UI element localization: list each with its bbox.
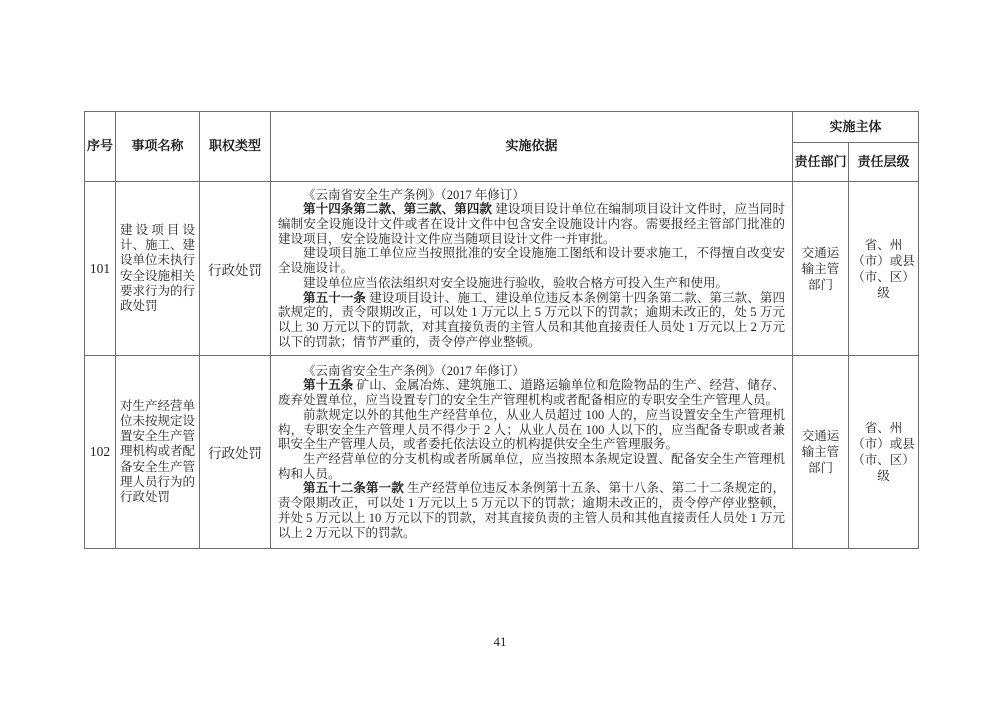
row-serial-number: 102 — [85, 356, 116, 549]
basis-paragraph — [278, 188, 785, 203]
row-responsible-department: 交通运输主管部门 — [793, 182, 849, 356]
row-authority-type: 行政处罚 — [200, 182, 271, 356]
article-ref: 第五十一条 — [303, 290, 367, 305]
row-authority-type: 行政处罚 — [200, 356, 271, 549]
header-responsibility-level: 责任层级 — [849, 143, 919, 182]
header-implementation-subject: 实施主体 — [793, 112, 919, 143]
basis-paragraph — [278, 276, 785, 291]
row-item-name: 对生产经营单位未按规定设置安全生产管理机构或者配备安全生产管理人员行为的行政处罚 — [116, 356, 200, 549]
article-ref: 第十五条 — [303, 378, 354, 393]
basis-paragraph — [278, 202, 785, 246]
row-implementation-basis — [271, 356, 793, 549]
basis-text: 建设单位应当依法组织对安全设施进行验收，验收合格方可投入生产和使用。 — [303, 275, 729, 290]
basis-text: 矿山、金属冶炼、建筑施工、道路运输单位和危险物品的生产、经营、储存、废弃处置单位，应当设置专门的安全生产管理机构或者配备相应的专职安全生产管理人员。 — [278, 378, 785, 408]
basis-paragraph — [278, 378, 785, 407]
header-authority-type: 职权类型 — [200, 112, 271, 182]
page-number: 41 — [493, 634, 507, 649]
article-ref: 第十四条第二款、第三款、第四款 — [303, 202, 493, 217]
basis-paragraph — [278, 481, 785, 540]
header-implementation-basis: 实施依据 — [271, 112, 793, 182]
header-serial-number: 序号 — [85, 112, 116, 182]
row-serial-number: 101 — [85, 182, 116, 356]
basis-text: 建设项目设计单位在编制项目设计文件时，应当同时编制安全设施设计文件或者在设计文件中包含安全设施设计内容。需要报经主管部门批准的建设项目，安全设施设计文件应当随项目设计文件一并审批。 — [278, 202, 785, 246]
basis-paragraph — [278, 291, 785, 350]
basis-paragraph — [278, 452, 785, 481]
row-item-name: 建设项目设计、施工、建设单位未执行安全设施相关要求行为的行政处罚 — [116, 182, 200, 356]
basis-text: 生产经营单位违反本条例第十五条、第十八条、第二十二条规定的，责令限期改正，可以处 1 万元以上 5 万元以下的罚款；逾期未改正的，责令停产停业整顿，并处 5 万元以上 10 万元以下的罚款，对其直接负责的主管人员和其他直接责任人员处 1 万元以上 2 万元以下的罚款。 — [278, 481, 785, 540]
basis-text: 建设项目设计、施工、建设单位违反本条例第十四条第二款、第三款、第四款规定的，责令限期改正，可以处 1 万元以上 5 万元以下的罚款；逾期未改正的，处 5 万元以上 30 万元以下的罚款，对其直接负责的主管人员和其他直接责任人员处 1 万元以上 2 万元以下的罚款；情节严重的，责令停产停业整顿。 — [278, 290, 785, 349]
basis-paragraph — [278, 408, 785, 452]
authority-items-table — [84, 111, 919, 549]
basis-text: 《云南省安全生产条例》（2017 年修订） — [303, 187, 525, 202]
header-item-name: 事项名称 — [116, 112, 200, 182]
basis-text: 生产经营单位的分支机构或者所属单位，应当按照本条规定设置、配备安全生产管理机构和人员。 — [278, 452, 785, 481]
header-responsible-department: 责任部门 — [793, 143, 849, 182]
basis-text: 前款规定以外的其他生产经营单位，从业人员超过 100 人的，应当设置安全生产管理机构，专职安全生产管理人员不得少于 2 人；从业人员在 100 人以下的，应当配备专职或者兼职安全生产管理人员，或者委托依法设立的机构提供安全生产管理服务。 — [278, 407, 785, 452]
table-row-101 — [85, 182, 919, 356]
basis-text: 《云南省安全生产条例》（2017 年修订） — [303, 363, 525, 378]
article-ref: 第五十二条第一款 — [303, 481, 404, 496]
row-implementation-basis — [271, 182, 793, 356]
row-responsible-department: 交通运输主管部门 — [793, 356, 849, 549]
basis-paragraph — [278, 246, 785, 275]
row-responsibility-level: 省、州（市）或县（市、区）级 — [849, 182, 919, 356]
table-row-102 — [85, 356, 919, 549]
basis-text: 建设项目施工单位应当按照批准的安全设施施工图纸和设计要求施工，不得擅自改变安全设施设计。 — [278, 246, 785, 276]
row-responsibility-level: 省、州（市）或县（市、区）级 — [849, 356, 919, 549]
basis-paragraph — [278, 364, 785, 379]
